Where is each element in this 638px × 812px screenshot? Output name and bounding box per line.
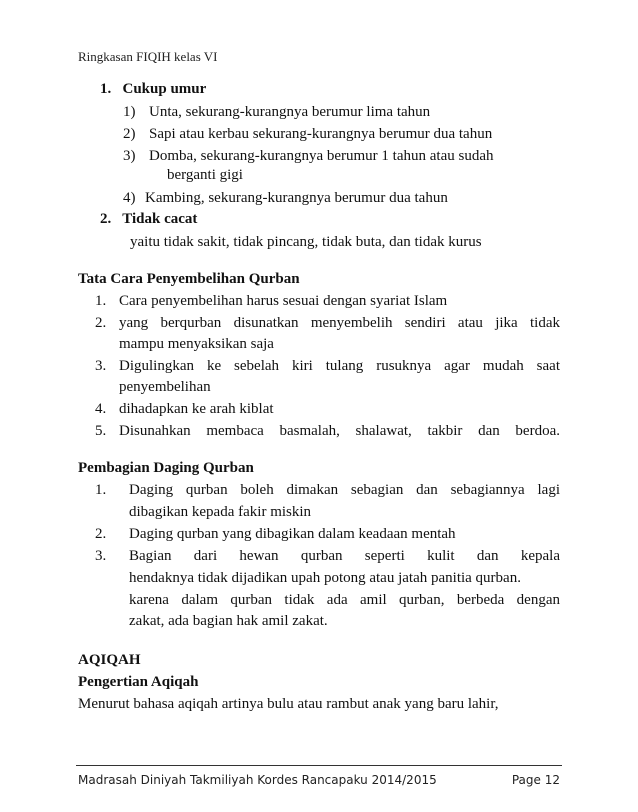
footer-school-name: Madrasah Diniyah Takmiliyah Kordes Rancapaku 2014/2015: [78, 773, 437, 787]
sub-item-3: [123, 147, 493, 165]
section-heading-tata-cara: Tata Cara Penyembelihan Qurban: [78, 271, 300, 287]
page-footer: [78, 773, 560, 787]
list-item-text: yang berqurban disunatkan menyembelih sendiri atau jika tidak: [119, 315, 560, 331]
section-heading-pembagian: Pembagian Daging Qurban: [78, 460, 254, 476]
list-item: [95, 314, 560, 332]
list-item: [95, 547, 560, 565]
footer-divider: [76, 765, 562, 766]
list-item-text: Bagian dari hewan qurban seperti kulit dan kepala: [129, 548, 560, 564]
list-item: [95, 525, 456, 543]
list-item-text: karena dalam qurban tidak ada amil qurban, berbeda dengan: [129, 592, 560, 608]
sub-item-2: [123, 125, 492, 143]
list-item-continuation: penyembelihan: [119, 379, 211, 395]
requirement-2: [100, 210, 197, 228]
section-heading-aqiqah: AQIQAH: [78, 652, 141, 668]
paragraph-text: Menurut bahasa aqiqah artinya bulu atau rambut anak yang baru lahir,: [78, 696, 499, 712]
list-item: [95, 357, 560, 375]
sub-item-4: [123, 189, 448, 207]
list-item-number: 1.: [95, 293, 107, 309]
list-item-text: Daging qurban boleh dimakan sebagian dan sebagiannya lagi: [129, 482, 560, 498]
list-item-text: Daging qurban yang dibagikan dalam keadaan mentah: [129, 526, 456, 542]
list-item-continuation: [129, 591, 560, 609]
list-item-number: 5.: [95, 423, 107, 439]
list-item-text: Disunahkan membaca basmalah, shalawat, takbir dan berdoa.: [119, 423, 560, 439]
list-item-continuation: hendaknya tidak dijadikan upah potong atau jatah panitia qurban.: [129, 570, 521, 586]
list-item-number: 2.: [95, 526, 107, 542]
list-item-text: dihadapkan ke arah kiblat: [119, 401, 274, 417]
list-item: [95, 481, 560, 499]
sub-item-number: 1): [123, 104, 136, 120]
requirement-2-number: 2.: [100, 211, 112, 227]
list-item-continuation: dibagikan kepada fakir miskin: [129, 504, 312, 520]
list-item: [95, 400, 274, 418]
sub-item-text: Domba, sekurang-kurangnya berumur 1 tahun atau sudah: [149, 148, 494, 164]
sub-item-text: Sapi atau kerbau sekurang-kurangnya berumur dua tahun: [149, 126, 493, 142]
list-item-continuation: mampu menyaksikan saja: [119, 336, 274, 352]
requirement-2-title: Tidak cacat: [122, 211, 198, 227]
list-item-text: Digulingkan ke sebelah kiri tulang rusuknya agar mudah saat: [119, 358, 560, 374]
requirement-1-number: 1.: [100, 81, 112, 97]
list-item-continuation: zakat, ada bagian hak amil zakat.: [129, 613, 328, 629]
sub-item-text: Kambing, sekurang-kurangnya berumur dua tahun: [145, 190, 448, 206]
list-item-number: 2.: [95, 315, 107, 331]
subheading-pengertian-aqiqah: Pengertian Aqiqah: [78, 674, 199, 690]
list-item-number: 3.: [95, 358, 107, 374]
sub-item-number: 4): [123, 190, 136, 206]
requirement-1-title: Cukup umur: [122, 81, 207, 97]
list-item-number: 3.: [95, 548, 107, 564]
page-header: Ringkasan FIQIH kelas VI: [78, 49, 218, 64]
list-item: [95, 292, 447, 310]
list-item-number: 1.: [95, 482, 107, 498]
requirement-2-text: yaitu tidak sakit, tidak pincang, tidak buta, dan tidak kurus: [130, 234, 482, 250]
requirement-1: [100, 80, 206, 98]
sub-item-number: 2): [123, 126, 136, 142]
sub-item-3-continuation: berganti gigi: [167, 167, 243, 183]
list-item-number: 4.: [95, 401, 107, 417]
sub-item-1: [123, 103, 430, 121]
list-item-text: Cara penyembelihan harus sesuai dengan syariat Islam: [119, 293, 448, 309]
sub-item-number: 3): [123, 148, 136, 164]
footer-page-number: Page 12: [511, 773, 560, 787]
sub-item-text: Unta, sekurang-kurangnya berumur lima tahun: [149, 104, 431, 120]
list-item: [95, 422, 560, 440]
